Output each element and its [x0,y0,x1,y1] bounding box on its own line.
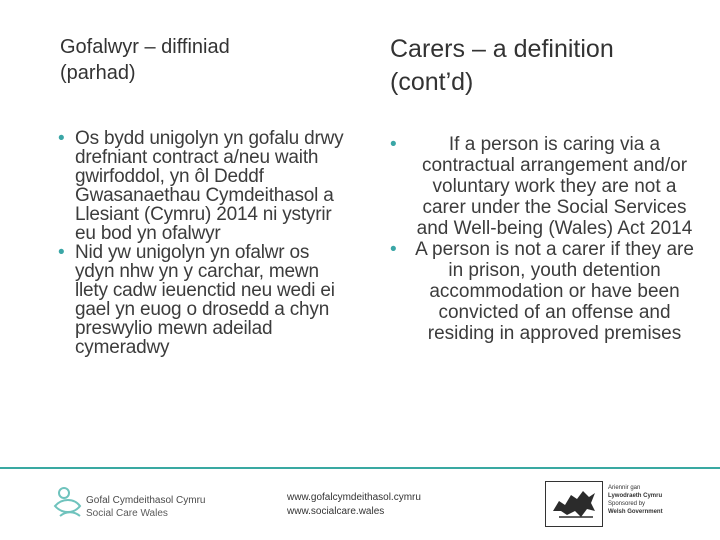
url-welsh[interactable]: www.gofalcymdeithasol.cymru [287,492,421,503]
welsh-title [60,34,360,86]
bullet-icon: • [390,134,397,155]
gov-line1: Ariennir gan [608,485,641,491]
welsh-government-logo-text [608,484,663,516]
footer-divider [0,467,720,469]
footer-urls [287,491,421,519]
gov-line3: Sponsored by [608,501,646,507]
english-bullet-item [390,134,700,239]
logo-line-english: Social Care Wales [86,508,168,519]
english-bullet-list [390,134,700,344]
english-title-line1: Carers – a definition [390,35,614,63]
english-bullet-text: A person is not a carer if they are in prison, youth detention accommodation or have been convicted of an offense and residing in approved premises [415,239,694,344]
gov-line2: Lywodraeth Cymru [608,493,663,499]
welsh-title-line2: (parhad) [60,62,136,84]
bullet-icon: • [58,242,65,263]
social-care-wales-logo-text [86,494,205,520]
english-bullet-text: If a person is caring via a contractual arrangement and/or voluntary work they are not a carer under the Social Services and Well-being (Wales) Act 2014 [416,134,693,239]
welsh-bullet-text: Os bydd unigolyn yn gofalu drwy drefniant contract a/neu waith gwirfoddol, yn ôl Deddf Gwasanaethau Cymdeithasol a Llesiant (Cymru) 2014 ni ystyrir eu bod yn ofalwyr [75,128,344,244]
bullet-icon: • [58,128,65,149]
logo-line-welsh: Gofal Cymdeithasol Cymru [86,495,206,506]
bullet-icon: • [390,239,397,260]
welsh-bullet-item [58,129,348,243]
url-english[interactable]: www.socialcare.wales [287,506,385,517]
welsh-bullet-item [58,243,348,357]
welsh-bullet-text: Nid yw unigolyn yn ofalwr os ydyn nhw yn y carchar, mewn llety cadw ieuenctid neu wedi ei gael yn euog o drosedd a chyn preswylio mewn adeilad cymeradwy [75,242,335,358]
english-title [390,33,700,99]
english-title-line2: (cont’d) [390,68,474,96]
welsh-title-line1: Gofalwyr – diffiniad [60,36,230,58]
welsh-bullet-list [58,129,348,357]
gov-line4: Welsh Government [608,509,663,515]
english-bullet-item [390,239,700,344]
